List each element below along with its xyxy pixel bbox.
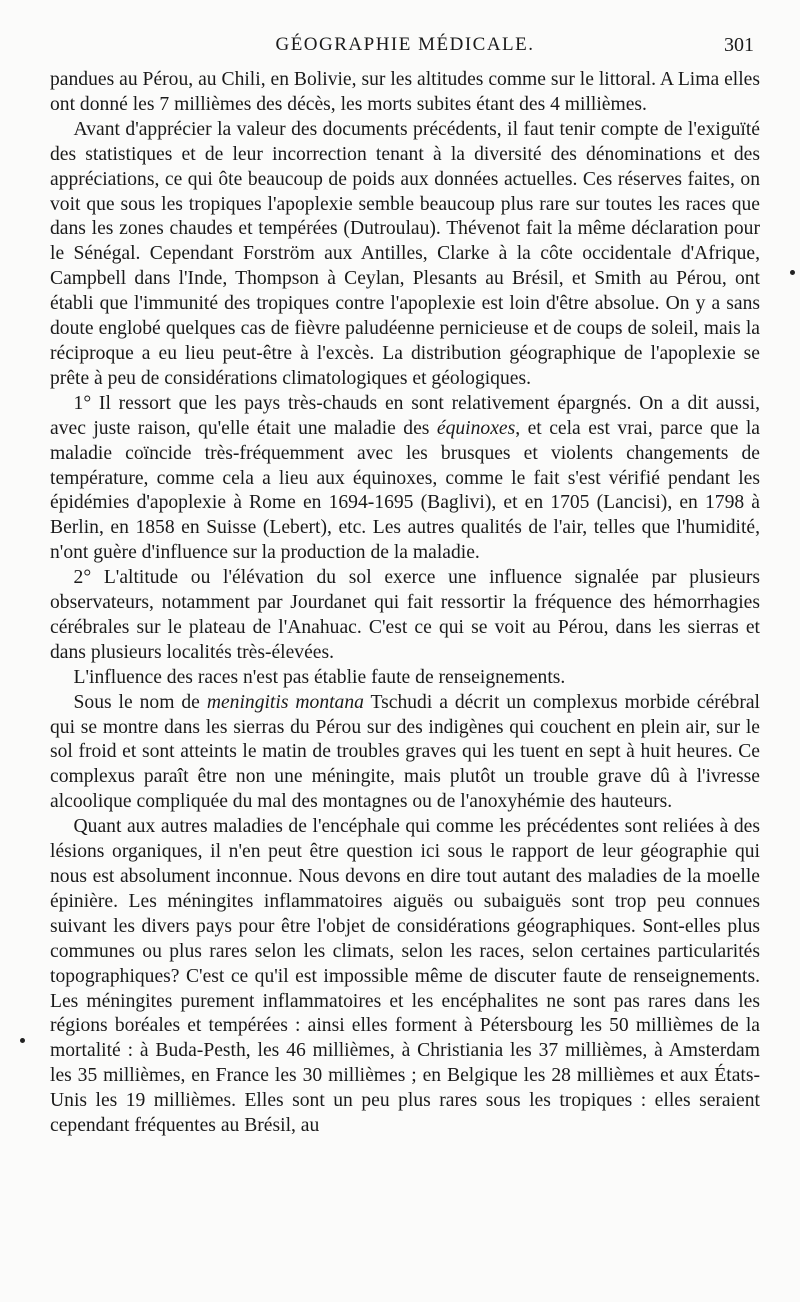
paragraph-races: L'influence des races n'est pas établie faute de renseignements. (73, 666, 566, 688)
paragraph-point-1 (50, 392, 760, 566)
margin-mark-dot (20, 1038, 25, 1043)
paragraph-point-1-text-b: , et cela est vrai, parce que la maladie coïncide très-fréquemment avec les brusques et violents changements de température, comme cela a lieu aux équinoxes, comme le fait s'est vérifié pendant les épidémies d'apoplexie à Rome en 1694-1695 (Baglivi), et en 1705 (Lancisi), en 1798 à Berlin, en 1858 en Suisse (Lebert), etc. Les autres qualités de l'air, telles que l'humidité, n'ont guère d'influence sur la production de la maladie. (50, 417, 760, 564)
paragraph-appreciation: Avant d'apprécier la valeur des documents précédents, il faut tenir compte de l'exiguïté des statistiques et de leur incorrection tenant à la diversité des dénominations et des appréciations, ce qui ôte beaucoup de poids aux données actuelles. Ces réserves faites, on voit que sous les tropiques l'apoplexie semble beaucoup plus rare sur toutes les races que dans les zones chaudes et tempérées (Dutroulau). Thévenot fait la même déclaration pour le Sénégal. Cependant Forström aux Antilles, Clarke à la côte occidentale d'Afrique, Campbell dans l'Inde, Thompson à Ceylan, Plesants au Brésil, et Smith au Pérou, ont établi que l'immunité des tropiques contre l'apoplexie est loin d'être absolue. On y a sans doute englobé quelques cas de fièvre paludéenne pernicieuse et de coups de soleil, mais la réciproque a eu lieu peut-être à l'excès. La distribution géographique de l'apoplexie se prête à peu de considérations climatologiques et géologiques. (50, 118, 760, 389)
paragraph-meningitis-text-b: Tschudi a décrit un complexus morbide cérébral qui se montre dans les sierras du Pérou sur des indigènes qui couchent en plein air, sur le sol froid et sont atteints le matin de troubles graves qui les tuent en sept à huit heures. Ce complexus paraît être non une méningite, mais plutôt un trouble grave dû à l'ivresse alcoolique compliquée du mal des montagnes ou de l'anoxyhémie des hauteurs. (50, 691, 760, 813)
running-title: GÉOGRAPHIE MÉDICALE. (275, 34, 535, 55)
body-text (50, 68, 760, 1139)
paragraph-continuation: pandues au Pérou, au Chili, en Bolivie, sur les altitudes comme sur le littoral. A Lima elles ont donné les 7 millièmes des décès, les morts subites étant des 4 millièmes. (50, 69, 760, 115)
emphasis-equinoxes: équinoxes (436, 417, 516, 439)
paragraph-meningitis-montana (50, 691, 760, 816)
margin-mark-dot (790, 270, 795, 275)
running-head (50, 34, 760, 64)
paragraph-meningitis-text-a: Sous le nom de (73, 691, 207, 713)
page-number: 301 (724, 34, 754, 56)
paragraph-point-1-text-a: 1° Il ressort que les pays très-chauds en sont relativement épargnés. On a dit aussi, avec juste raison, qu'elle était une maladie des (50, 392, 760, 439)
paragraph-point-2: 2° L'altitude ou l'élévation du sol exerce une influence signalée par plusieurs observateurs, notamment par Jourdanet qui fait ressortir la fréquence des hémorrhagies cérébrales sur le plateau de l'Anahuac. C'est ce qui se voit au Pérou, dans les sierras et dans plusieurs localités très-élevées. (50, 567, 760, 663)
emphasis-meningitis-montana: meningitis montana (206, 691, 364, 713)
paragraph-other-diseases: Quant aux autres maladies de l'encéphale qui comme les précédentes sont reliées à des lésions organiques, il n'en peut être question ici sous le rapport de leur géographie qui nous est absolument inconnue. Nous devons en dire tout autant des maladies de la moelle épinière. Les méningites inflammatoires aiguës ou subaiguës sont trop peu connues suivant les divers pays pour être l'objet de considérations géographiques. Sont-elles plus communes ou plus rares selon les climats, selon les races, selon certaines particularités topographiques? C'est ce qu'il est impossible même de discuter faute de renseignements. Les méningites purement inflammatoires et les encéphalites ne sont pas rares dans les régions boréales et tempérées : ainsi elles forment à Pétersbourg les 50 millièmes de la mortalité : à Buda-Pesth, les 46 millièmes, à Christiania les 37 millièmes, à Amsterdam les 35 millièmes, en France les 30 millièmes ; en Belgique les 28 millièmes et aux États-Unis les 19 millièmes. Elles sont un peu plus rares sous les tropiques : elles seraient cependant fréquentes au Brésil, au (50, 816, 760, 1137)
